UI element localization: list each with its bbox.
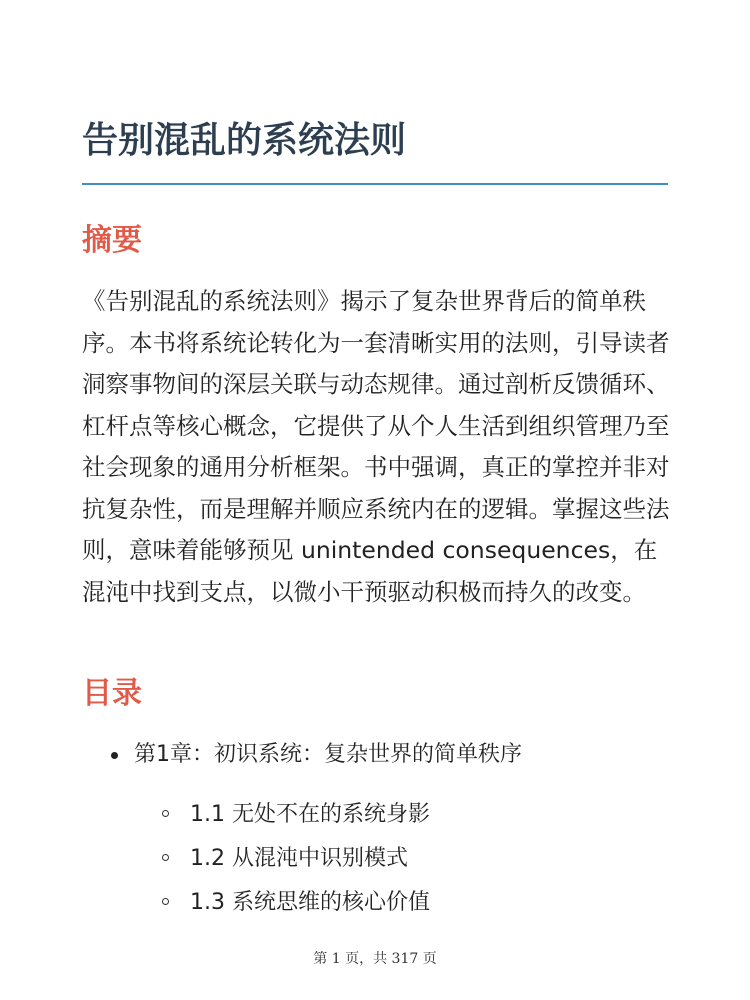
toc-chapter-item	[82, 735, 522, 775]
toc-heading: 目录	[82, 676, 142, 711]
toc-section-item	[162, 837, 430, 881]
toc-section-label: 1.1 无处不在的系统身影	[190, 802, 430, 827]
toc-section-item	[162, 793, 430, 837]
document-title: 告别混乱的系统法则	[82, 120, 407, 161]
title-divider	[82, 183, 668, 185]
toc-section-label: 1.2 从混沌中识别模式	[190, 846, 408, 871]
disc-bullet-icon	[111, 752, 118, 759]
circle-bullet-icon	[162, 810, 169, 817]
summary-heading: 摘要	[82, 223, 142, 258]
toc-section-list	[162, 793, 430, 925]
toc-list	[82, 735, 522, 775]
summary-paragraph: 《告别混乱的系统法则》揭示了复杂世界背后的简单秩序。本书将系统论转化为一套清晰实用的法则，引导读者洞察事物间的深层关联与动态规律。通过剖析反馈循环、杠杆点等核心概念，它提供了从个人生活到组织管理乃至社会现象的通用分析框架。书中强调，真正的掌控并非对抗复杂性，而是理解并顺应系统内在的逻辑。掌握这些法则，意味着能够预见 unintended consequences，在混沌中找到支点，以微小干预驱动积极而持久的改变。	[82, 287, 670, 606]
toc-section-item	[162, 881, 430, 925]
toc-chapter-label: 第1章：初识系统：复杂世界的简单秩序	[134, 742, 522, 767]
toc-section-label: 1.3 系统思维的核心价值	[190, 890, 430, 915]
page-footer: 第 1 页，共 317 页	[313, 951, 437, 967]
circle-bullet-icon	[162, 854, 169, 861]
circle-bullet-icon	[162, 898, 169, 905]
